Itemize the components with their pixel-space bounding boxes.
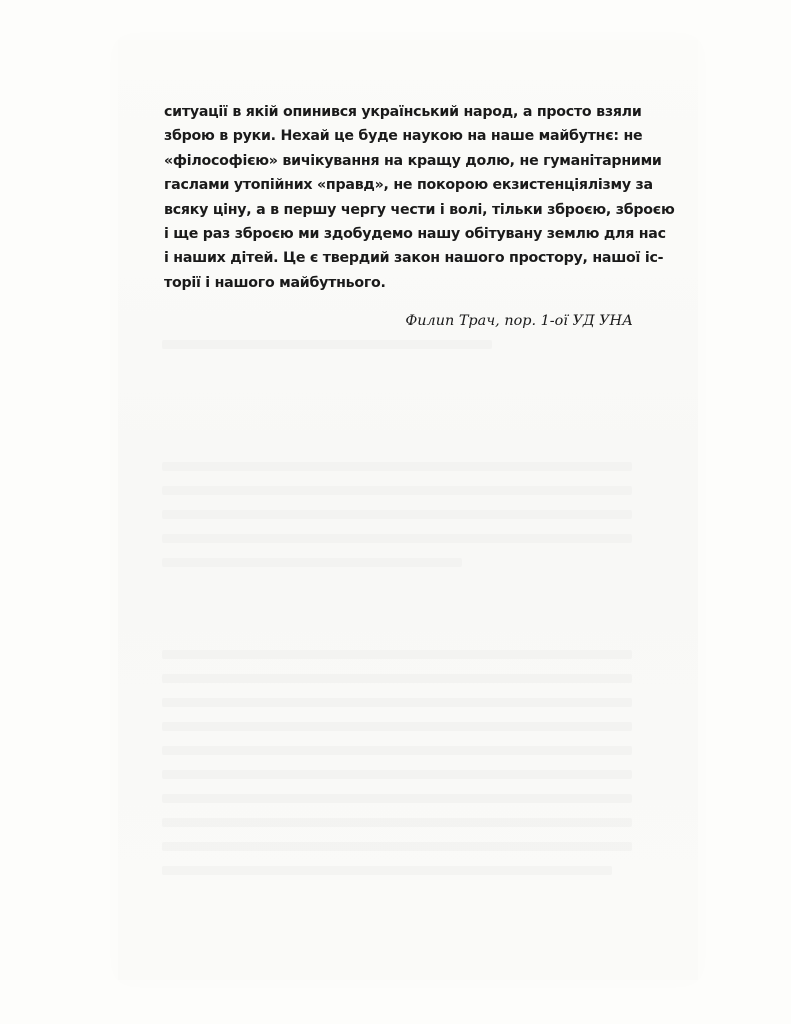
bleed-through-mark xyxy=(162,674,632,683)
bleed-through-mark xyxy=(162,510,632,519)
bleed-through-mark xyxy=(162,698,632,707)
bleed-through-mark xyxy=(162,534,632,543)
bleed-through-mark xyxy=(162,650,632,659)
bleed-through-mark xyxy=(162,558,462,567)
paragraph-line: гаслами утопійних «правд», не покорою екзистенціялізму за xyxy=(164,177,653,194)
author-signature: Филип Трач, пор. 1-ої УД УНА xyxy=(405,313,633,329)
paragraph-line: ситуації в якій опинився український народ, а просто взяли xyxy=(164,104,642,120)
bleed-through-mark xyxy=(162,462,632,471)
paragraph-line: зброю в руки. Нехай це буде наукою на наше майбутнє: не xyxy=(164,128,643,145)
paragraph-line: і наших дітей. Це є твердий закон нашого простору, нашої іс- xyxy=(164,250,664,267)
paragraph-line: торії і нашого майбутнього. xyxy=(164,274,386,291)
bleed-through-mark xyxy=(162,486,632,495)
bleed-through-mark xyxy=(162,770,632,779)
bleed-through-mark xyxy=(162,722,632,731)
body-paragraph xyxy=(164,100,675,295)
bleed-through-mark xyxy=(162,746,632,755)
bleed-through-mark xyxy=(162,842,632,851)
paragraph-line: «філософією» вичікування на кращу долю, не гуманітарними xyxy=(164,152,662,169)
paragraph-line: всяку ціну, а в першу чергу чести і волі, тільки зброєю, зброєю xyxy=(164,201,675,218)
bleed-through-mark xyxy=(162,340,492,349)
paragraph-line: і ще раз зброєю ми здобудемо нашу обітувану землю для нас xyxy=(164,226,666,243)
bleed-through-mark xyxy=(162,818,632,827)
bleed-through-mark xyxy=(162,866,612,875)
bleed-through-mark xyxy=(162,794,632,803)
